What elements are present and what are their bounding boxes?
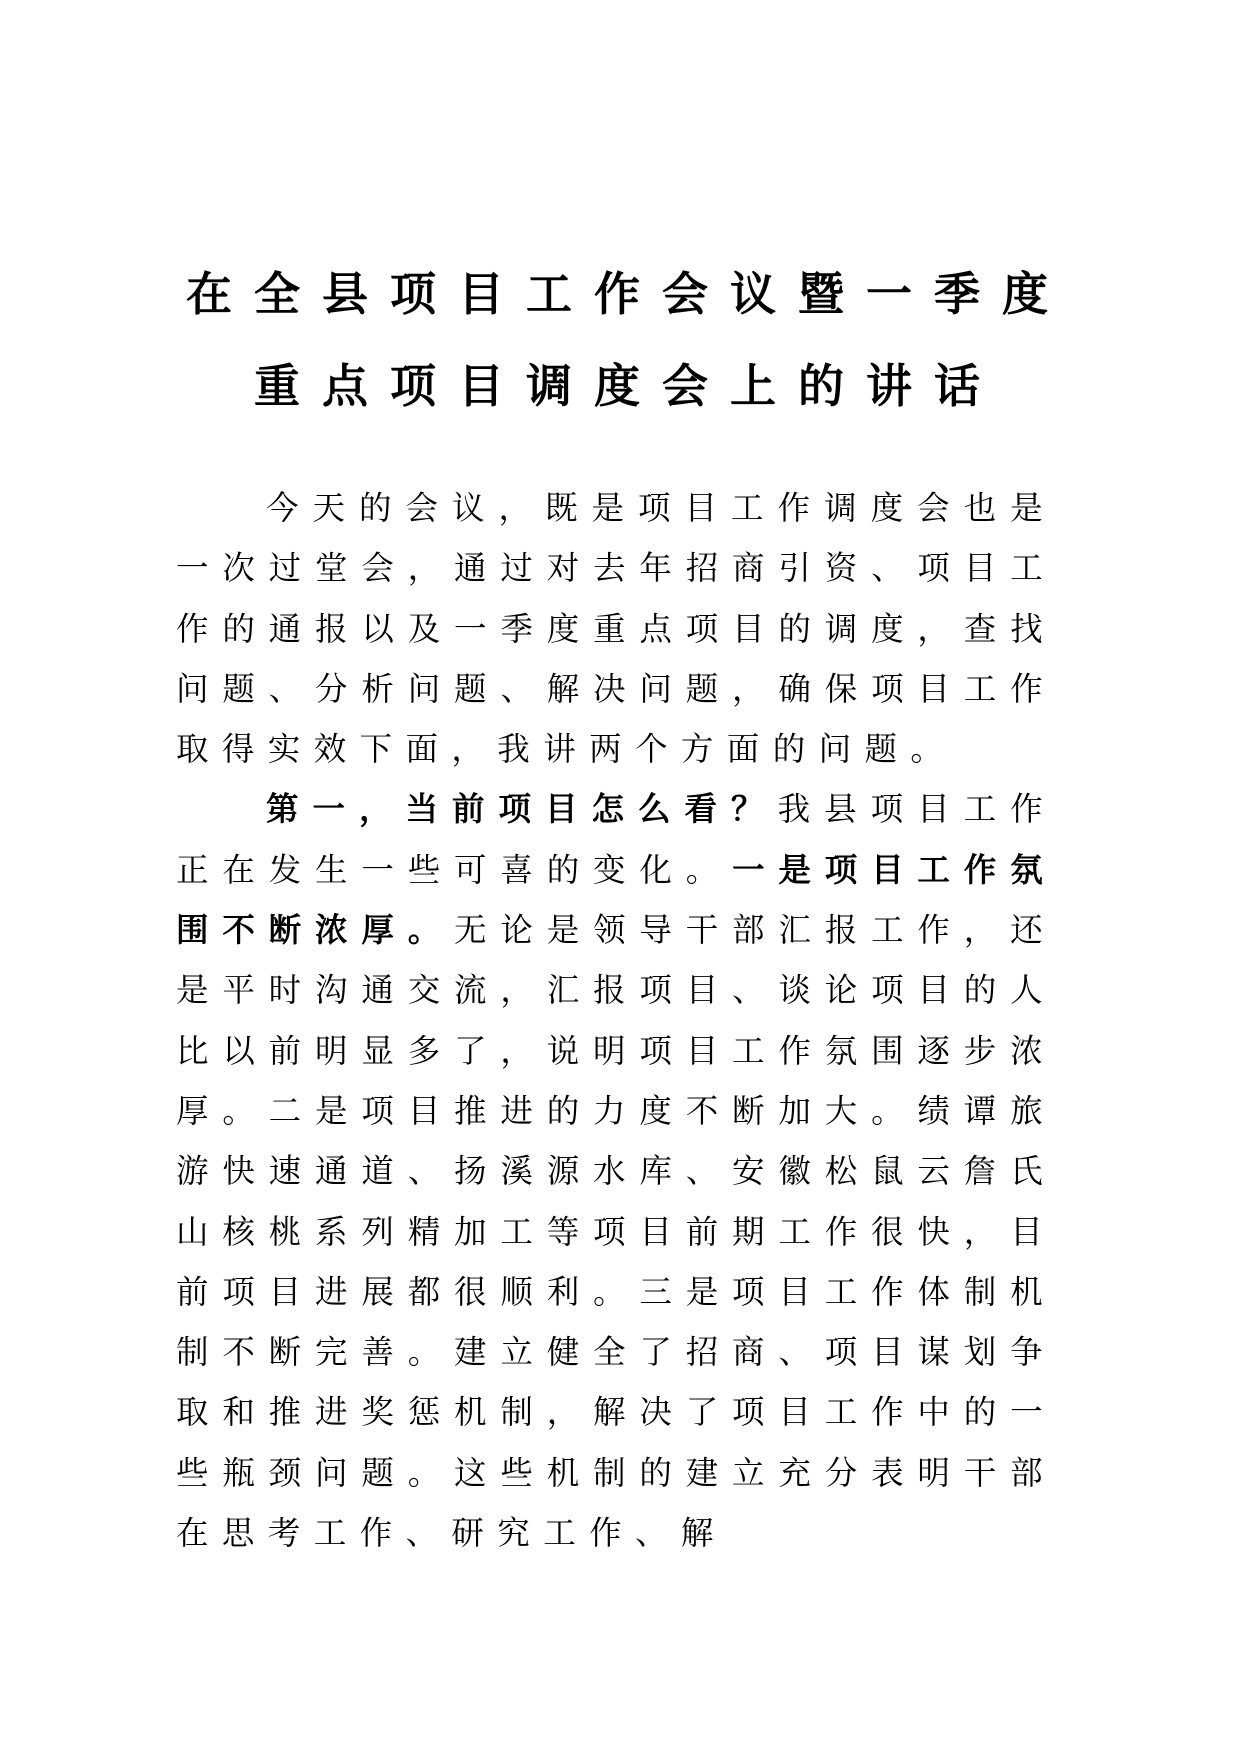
point-one-heading: 一是项目工作氛围不断浓厚。 xyxy=(176,850,1056,950)
title-line-2: 重点项目调度会上的讲话 xyxy=(254,359,1002,413)
section-one-heading: 第一，当前项目怎么看？ xyxy=(266,790,778,829)
section-one-intro: 我县项目工作正在发生一些可喜的变化。 xyxy=(176,790,1056,889)
document-body xyxy=(176,478,1056,1563)
paragraph-intro: 今天的会议，既是项目工作调度会也是一次过堂会，通过对去年招商引资、项目工作的通报以及一季度重点项目的调度，查找问题、分析问题、解决问题，确保项目工作取得实效下面，我讲两个方面的问题。 xyxy=(176,489,1056,769)
paragraph-section-one xyxy=(176,779,1056,1563)
title-line-1: 在全县项目工作会议暨一季度 xyxy=(186,267,1070,321)
point-one-text: 无论是领导干部汇报工作，还是平时沟通交流，汇报项目、谈论项目的人比以前明显多了，说明项目工作氛围逐步浓厚。二是项目推进的力度不断加大。绩谭旅游快速通道、扬溪源水库、安徽松鼠云詹氏山核桃系列精加工等项目前期工作很快，目前项目进展都很顺利。三是项目工作体制机制不断完善。建立健全了招商、项目谋划争取和推进奖惩机制，解决了项目工作中的一些瓶颈问题。这些机制的建立充分表明干部在思考工作、研究工作、解 xyxy=(176,911,1056,1553)
document-title xyxy=(0,248,1234,432)
